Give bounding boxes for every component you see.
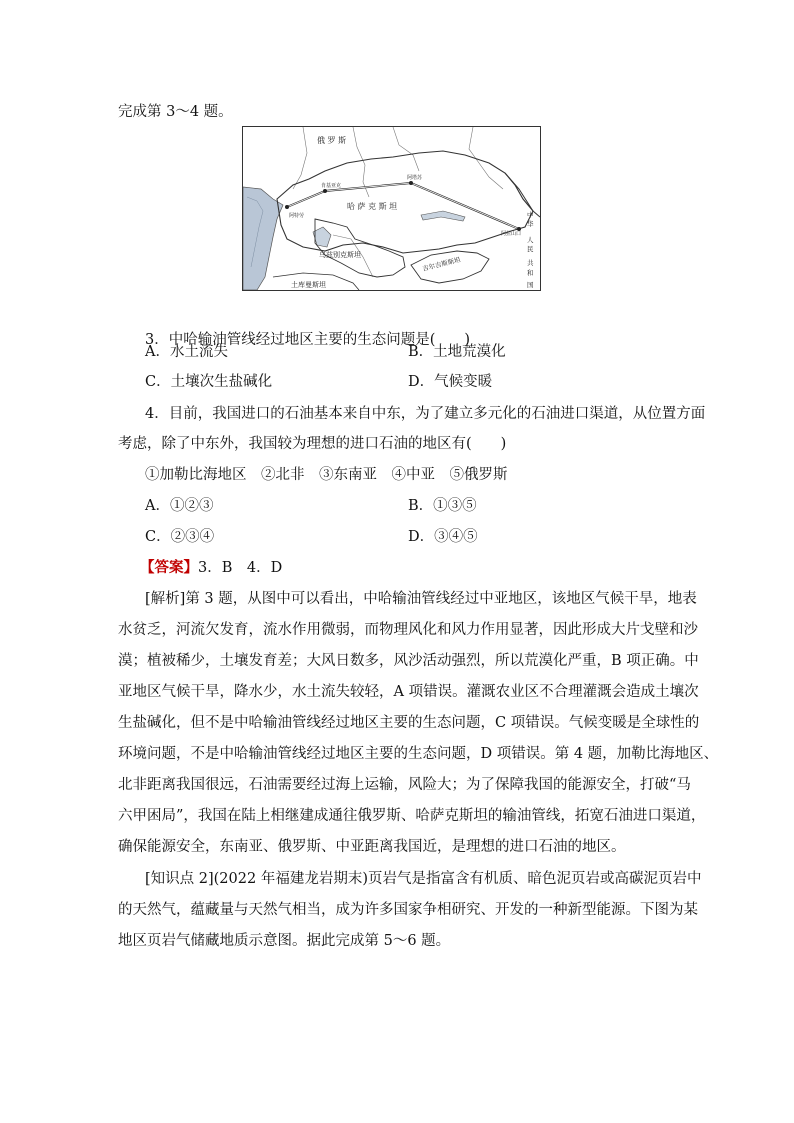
- china-char-7: 国: [527, 281, 534, 289]
- q3-option-a-text: A．水土流失: [145, 344, 228, 360]
- analysis-line-2: 水贫乏，河流欠发育，流水作用微弱，而物理风化和风力作用显著，因此形成大片戈壁和沙: [118, 622, 698, 638]
- label-uzbekistan: 乌兹别克斯坦: [319, 251, 361, 259]
- china-char-5: 共: [527, 259, 534, 267]
- answer-tag: 【答案】: [140, 559, 198, 576]
- q4-items: ①加勒比海地区 ②北非 ③东南亚 ④中亚 ⑤俄罗斯: [145, 467, 508, 483]
- q3-option-d-text: D．气候变暖: [408, 374, 493, 390]
- uzbekistan-border: [315, 219, 405, 277]
- analysis-line-7: 北非距离我国很远，石油需要经过海上运输，风险大；为了保障我国的能源安全，打破“马: [118, 777, 691, 793]
- city-marker-atasu: [409, 181, 413, 185]
- china-char-6: 和: [527, 269, 534, 277]
- label-russia: 俄 罗 斯: [317, 136, 347, 145]
- q4-option-d: D．③④⑤: [408, 529, 478, 545]
- q4-stem-line-2: 考虑，除了中东外，我国较为理想的进口石油的地区有( ): [118, 436, 507, 452]
- label-kazakhstan: 哈 萨 克 斯 坦: [347, 202, 398, 211]
- knowledge-line-2: 的天然气，蕴藏量与天然气相当，成为许多国家争相研究、开发的一种新型能源。下图为某: [118, 902, 698, 918]
- analysis-line-5: 生盐碱化，但不是中哈输油管线经过地区主要的生态问题，C 项错误。气候变暖是全球性的: [118, 715, 700, 731]
- balkhash-lake: [421, 211, 465, 221]
- q4-option-a: A．①②③: [145, 498, 214, 514]
- q3-option-b-text: B．土地荒漠化: [408, 344, 506, 360]
- q3-stem: 3．中哈输油管线经过地区主要的生态问题是( ): [145, 332, 471, 348]
- answer-text: 3．B 4．D: [198, 560, 283, 576]
- knowledge-line-1: [知识点 2](2022 年福建龙岩期末)页岩气是指富含有机质、暗色泥页岩或高碳泥页岩中: [145, 871, 702, 887]
- analysis-line-9: 确保能源安全，东南亚、俄罗斯、中亚距离我国近，是理想的进口石油的地区。: [118, 839, 626, 855]
- oil-pipeline-inner: [287, 183, 519, 229]
- analysis-line-3: 漠；植被稀少，土壤发育差；大风日数多，风沙活动强烈，所以荒漠化严重，B 项正确。中: [118, 653, 699, 669]
- label-china: [527, 210, 534, 289]
- label-city-kenkiyak: 肯基亚克: [321, 183, 342, 189]
- label-city-alashankou: 阿拉山口: [501, 231, 522, 237]
- pipeline-map: [242, 126, 541, 291]
- q3-option-c-text: C．土壤次生盐碱化: [145, 374, 273, 390]
- intro-line: 完成第 3～4 题。: [118, 104, 233, 120]
- answer-line: [140, 558, 282, 578]
- q4-option-c: C．②③④: [145, 529, 215, 545]
- map-svg: [243, 127, 540, 290]
- label-city-atasu: 阿塔苏: [407, 175, 423, 181]
- analysis-line-1: [解析]第 3 题，从图中可以看出，中哈输油管线经过中亚地区，该地区气候干旱，地表: [145, 591, 697, 607]
- city-marker-atyrau: [285, 205, 289, 209]
- label-turkmenistan: 土库曼斯坦: [291, 281, 326, 289]
- analysis-line-8: 六甲困局”，我国在陆上相继建成通往俄罗斯、哈萨克斯坦的输油管线，拓宽石油进口渠道，: [118, 808, 706, 824]
- china-char-4: 民: [527, 245, 534, 253]
- label-city-atyrau: 阿特劳: [289, 213, 305, 219]
- analysis-line-4: 亚地区气候干旱，降水少，水土流失较轻，A 项错误。灌溉农业区不合理灌溉会造成土壤次: [118, 684, 699, 700]
- q4-stem-line-1: 4．目前，我国进口的石油基本来自中东，为了建立多元化的石油进口渠道，从位置方面: [145, 406, 706, 422]
- river-4: [293, 127, 307, 189]
- china-border: [505, 173, 540, 217]
- oil-pipeline: [287, 183, 519, 229]
- knowledge-line-3: 地区页岩气储藏地质示意图。据此完成第 5～6 题。: [118, 933, 451, 949]
- analysis-line-6: 环境问题，不是中哈输油管线经过地区主要的生态问题，D 项错误。第 4 题，加勒比海地区、: [118, 746, 719, 762]
- city-marker-kenkiyak: [323, 189, 327, 193]
- q4-option-b: B．①③⑤: [408, 498, 477, 514]
- river-2: [393, 127, 419, 171]
- china-char-1: 中: [527, 211, 534, 219]
- label-kyrgyzstan: 吉尔吉斯斯坦: [421, 255, 462, 273]
- china-char-2: 华: [527, 220, 534, 228]
- china-char-3: 人: [527, 236, 534, 244]
